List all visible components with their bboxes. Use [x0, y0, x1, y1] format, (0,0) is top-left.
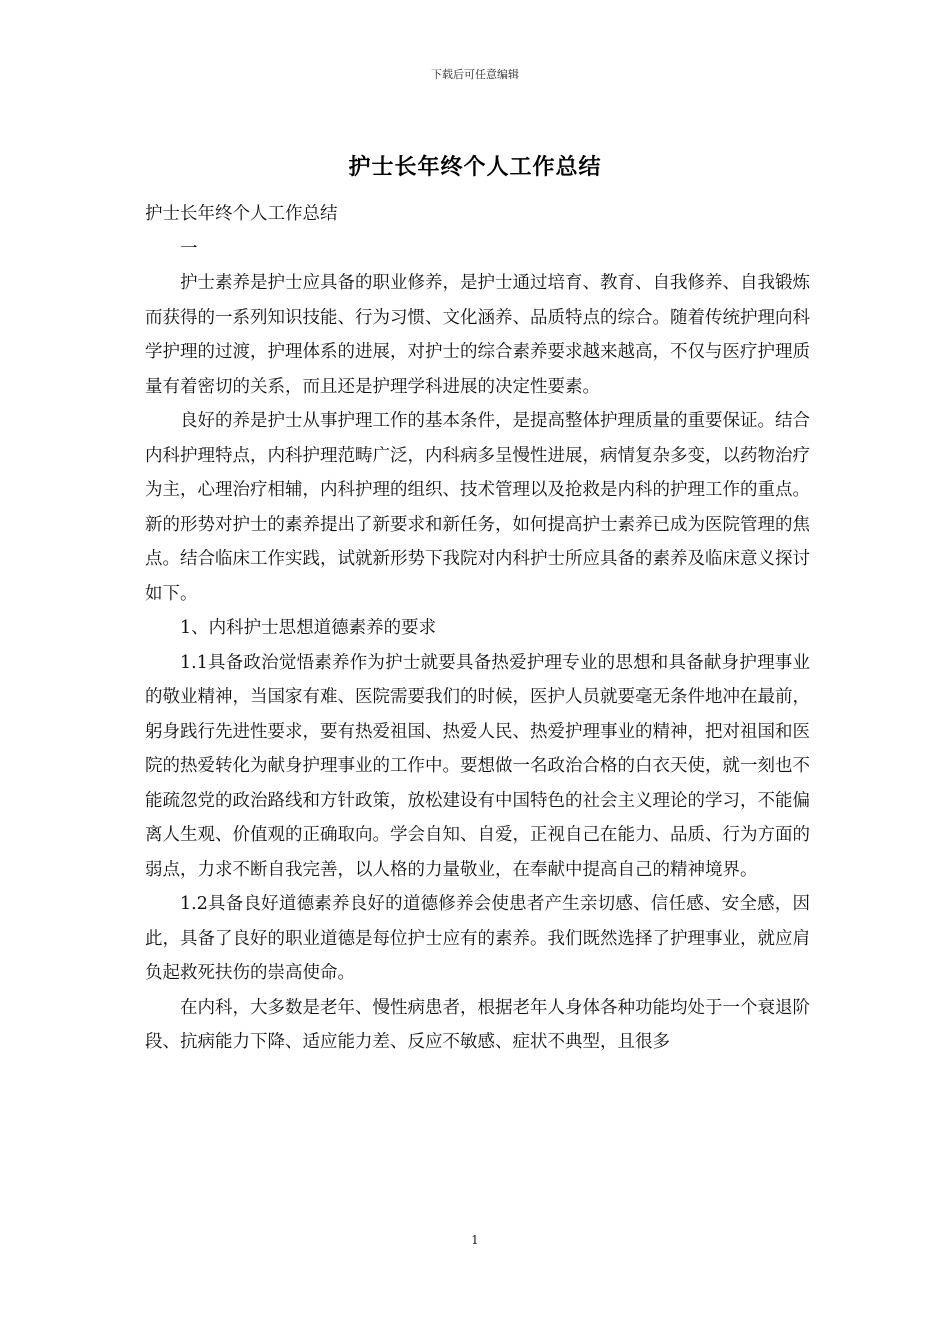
body-paragraph: 良好的养是护士从事护理工作的基本条件，是提高整体护理质量的重要保证。结合内科护理特点，内科护理范畴广泛，内科病多呈慢性进展，病情复杂多变，以药物治疗为主，心理治疗相辅，内科护理的组织、技术管理以及抢救是内科的护理工作的重点。新的形势对护士的素养提出了新要求和新任务，如何提高护士素养已成为医院管理的焦点。结合临床工作实践，试就新形势下我院对内科护士所应具备的素养及临床意义探讨如下。: [145, 411, 810, 604]
document-title: 护士长年终个人工作总结: [348, 155, 602, 180]
body-paragraph: 1.2具备良好道德素养良好的道德修养会使患者产生亲切感、信任感、安全感，因此，具备了良好的职业道德是每位护士应有的素养。我们既然选择了护理事业，就应肩负起救死扶伤的崇高使命。: [145, 894, 810, 983]
body-paragraph: 1.1具备政治觉悟素养作为护士就要具备热爱护理专业的思想和具备献身护理事业的敬业精神，当国家有难、医院需要我们的时候，医护人员就要毫无条件地冲在最前，躬身践行先进性要求，要有热爱祖国、热爱人民、热爱护理事业的精神，把对祖国和医院的热爱转化为献身护理事业的工作中。要想做一名政治合格的白衣天使，就一刻也不能疏忽党的政治路线和方针政策，放松建设有中国特色的社会主义理论的学习，不能偏离人生观、价值观的正确取向。学会自知、自爱，正视自己在能力、品质、行为方面的弱点，力求不断自我完善，以人格的力量敬业，在奉献中提高自己的精神境界。: [145, 652, 810, 880]
section-mark: 一: [180, 238, 198, 259]
document-body: [145, 197, 810, 1060]
body-paragraph: 护士素养是护士应具备的职业修养，是护士通过培育、教育、自我修养、自我锻炼而获得的一系列知识技能、行为习惯、文化涵养、品质特点的综合。随着传统护理向科学护理的过渡，护理体系的进展，对护士的综合素养要求越来越高，不仅与医疗护理质量有着密切的关系，而且还是护理学科进展的决定性要素。: [145, 273, 810, 397]
page-header-note: 下载后可任意编辑: [431, 68, 519, 81]
page-number: 1: [471, 1233, 479, 1247]
document-subtitle: 护士长年终个人工作总结: [145, 204, 338, 224]
body-paragraph: 在内科，大多数是老年、慢性病患者，根据老年人身体各种功能均处于一个衰退阶段、抗病能力下降、适应能力差、反应不敏感、症状不典型，且很多: [145, 997, 810, 1052]
section-heading: 1、内科护士思想道德素养的要求: [180, 618, 437, 638]
